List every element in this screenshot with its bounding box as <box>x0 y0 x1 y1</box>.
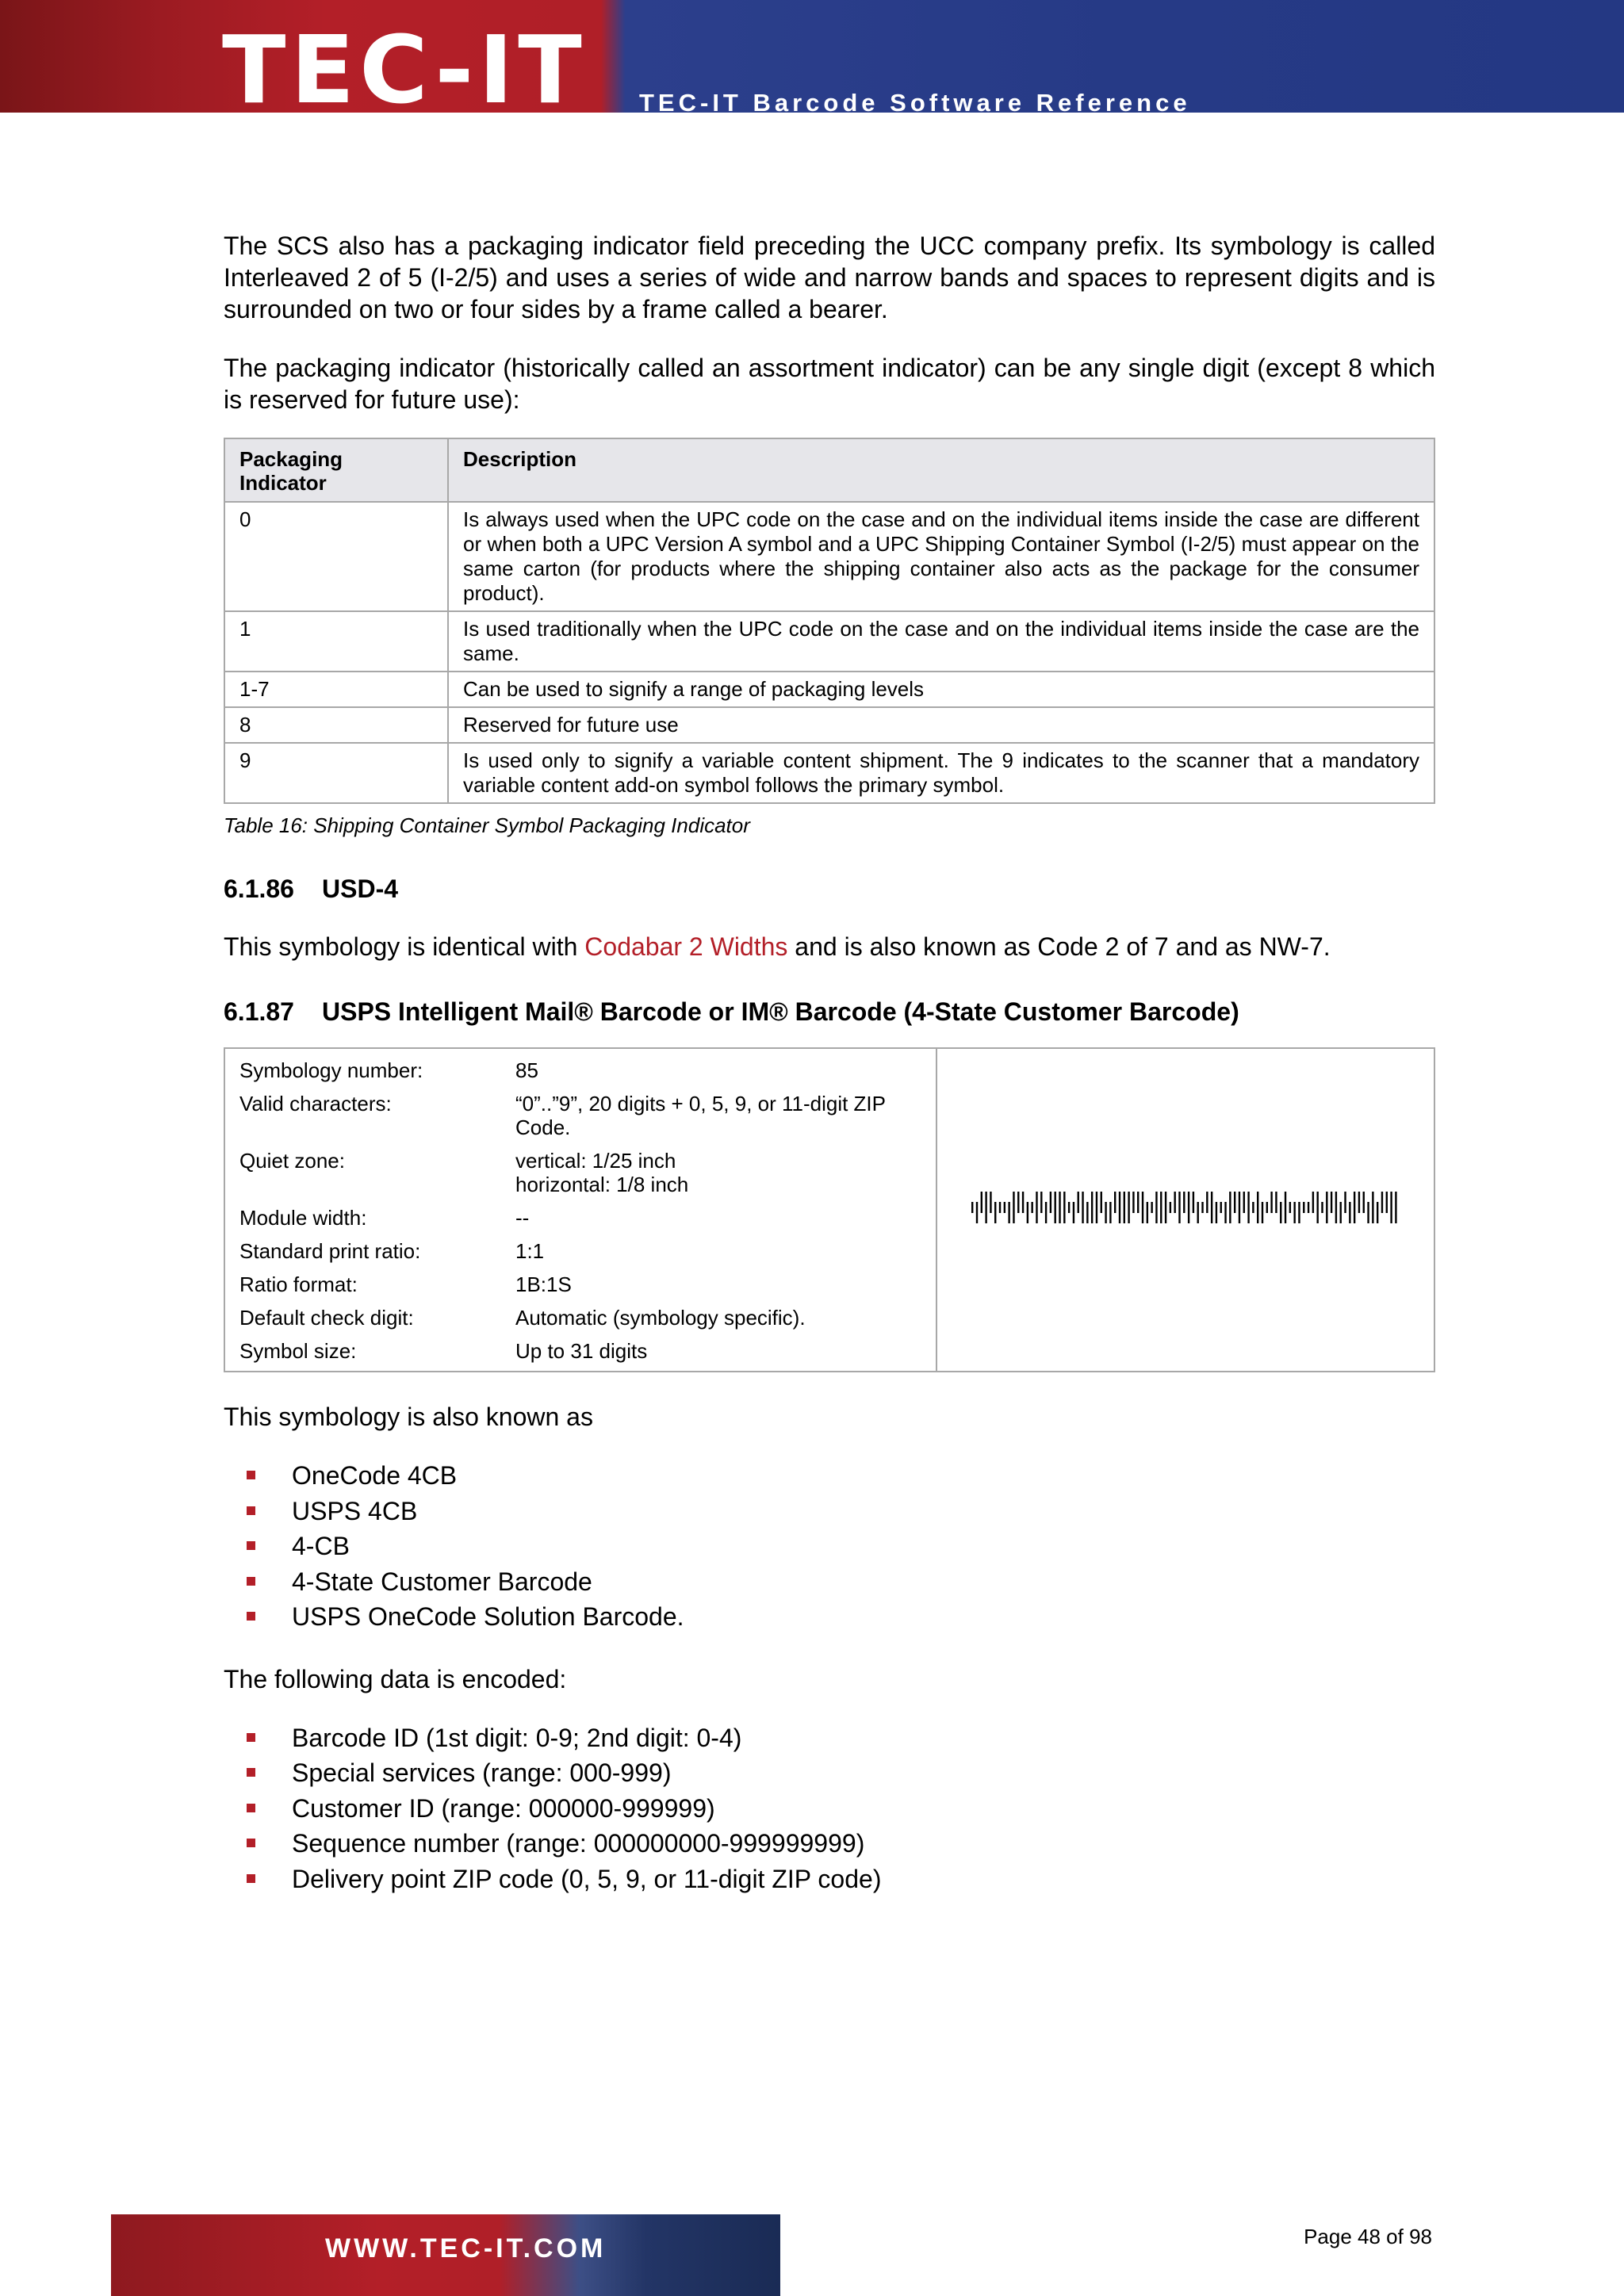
barcode-bar <box>1303 1202 1304 1213</box>
bullet-square-icon <box>247 1874 255 1883</box>
bullet-square-icon <box>247 1804 255 1812</box>
barcode-bar <box>1331 1192 1332 1213</box>
barcode-bar <box>1142 1192 1143 1223</box>
table-row <box>224 611 1434 672</box>
table-caption: Table 16: Shipping Container Symbol Packaging Indicator <box>224 813 750 837</box>
intro-paragraph-2: The packaging indicator (historically called an assortment indicator) can be any single digit (except 8 which is reserved for future use): <box>224 354 1435 414</box>
barcode-bar <box>1101 1192 1102 1213</box>
list-item: 4-CB <box>224 1529 1435 1564</box>
aka-list <box>224 1458 1435 1635</box>
tec-it-logo <box>222 32 587 111</box>
page-number: Page 48 of 98 <box>1304 2225 1432 2248</box>
barcode-bar <box>1289 1202 1291 1213</box>
table-row <box>224 502 1434 611</box>
description-cell: Is used only to signify a variable content shipment. The 9 indicates to the scanner that a mandatory variable content add-on symbol follows the primary symbol. <box>448 743 1434 803</box>
barcode-bar <box>1354 1192 1355 1223</box>
section-number: 6.1.86 <box>224 874 294 903</box>
barcode-bar <box>1386 1192 1388 1213</box>
section-heading-usd4 <box>224 874 1435 904</box>
barcode-bar <box>1270 1192 1272 1213</box>
barcode-bar <box>1017 1192 1019 1213</box>
barcode-bar <box>1298 1202 1300 1223</box>
barcode-bar <box>1050 1192 1051 1213</box>
barcode-bar <box>1078 1192 1079 1213</box>
barcode-bar <box>1280 1202 1281 1223</box>
barcode-bar <box>1086 1202 1088 1223</box>
barcode-bar <box>1151 1202 1152 1213</box>
barcode-bar <box>1174 1192 1175 1213</box>
barcode-bar <box>1201 1202 1203 1213</box>
description-cell: Reserved for future use <box>448 707 1434 743</box>
aka-intro: This symbology is also known as <box>224 1402 593 1431</box>
barcode-bar <box>1326 1192 1327 1223</box>
usps-spec-table <box>224 1047 1435 1372</box>
table-header-row <box>224 438 1434 502</box>
description-cell: Is used traditionally when the UPC code on the case and on the individual items inside the case are the same. <box>448 611 1434 672</box>
barcode-bar <box>1155 1192 1157 1223</box>
barcode-bar <box>1239 1192 1240 1223</box>
bullet-square-icon <box>247 1541 255 1550</box>
barcode-bar <box>1257 1192 1258 1223</box>
spec-key: Quiet zone: <box>239 1149 345 1173</box>
barcode-bar <box>1004 1202 1005 1213</box>
spec-key: Default check digit: <box>239 1306 414 1330</box>
barcode-bar <box>1252 1202 1254 1213</box>
bullet-square-icon <box>247 1471 255 1479</box>
barcode-bar <box>1367 1202 1369 1223</box>
barcode-bar <box>1128 1192 1129 1223</box>
header-title: TEC-IT Barcode Software Reference <box>639 89 1191 117</box>
list-item: Customer ID (range: 000000-999999) <box>224 1791 1435 1827</box>
barcode-bar <box>990 1192 991 1213</box>
barcode-bar <box>1247 1192 1249 1223</box>
list-item: Delivery point ZIP code (0, 5, 9, or 11-digit ZIP code) <box>224 1862 1435 1897</box>
bullet-square-icon <box>247 1768 255 1777</box>
barcode-bar <box>1220 1202 1222 1213</box>
spec-row <box>239 1272 921 1296</box>
spec-value: -- <box>515 1206 530 1230</box>
spec-key: Module width: <box>239 1206 367 1230</box>
barcode-bar <box>1160 1192 1162 1223</box>
section-heading-usps <box>224 997 1435 1027</box>
barcode-bar <box>981 1192 982 1213</box>
barcode-bar <box>1372 1192 1373 1223</box>
barcode-bar <box>1216 1202 1217 1223</box>
footer-banner <box>111 2214 780 2296</box>
barcode-bar <box>1188 1192 1189 1223</box>
barcode-bar <box>1105 1202 1106 1223</box>
list-item: Special services (range: 000-999) <box>224 1755 1435 1791</box>
header-packaging-indicator: Packaging Indicator <box>224 438 448 502</box>
description-cell: Is always used when the UPC code on the case and on the individual items inside the case are different or when both a UPC Version A symbol and a UPC Shipping Container Symbol (I-2/5) must appear on the same carton (for products where the shipping container also acts as the package for the consumer product). <box>448 502 1434 611</box>
section-title: USPS Intelligent Mail® Barcode or IM® Barcode (4-State Customer Barcode) <box>322 997 1239 1026</box>
spec-key: Standard print ratio: <box>239 1239 421 1263</box>
quiet-zone-horizontal: horizontal: 1/8 inch <box>515 1173 689 1196</box>
barcode-bar <box>1206 1192 1208 1213</box>
usps-imb-barcode-image <box>971 1190 1400 1225</box>
packaging-indicator-table <box>224 438 1435 804</box>
usd4-text-before: This symbology is identical with <box>224 932 585 961</box>
indicator-cell: 1-7 <box>224 672 448 707</box>
spec-row <box>239 1239 921 1263</box>
barcode-bar <box>1114 1192 1116 1213</box>
barcode-bar <box>1275 1192 1277 1213</box>
barcode-bar <box>1068 1202 1070 1213</box>
logo-text: TEC-IT <box>222 30 587 111</box>
footer-url[interactable]: WWW.TEC-IT.COM <box>325 2233 607 2263</box>
usd4-paragraph <box>224 931 1435 962</box>
list-item: 4-State Customer Barcode <box>224 1564 1435 1600</box>
barcode-bar <box>1224 1202 1226 1223</box>
spec-value: 85 <box>515 1058 538 1082</box>
encoded-list <box>224 1720 1435 1897</box>
barcode-bar <box>1211 1192 1212 1223</box>
spec-key: Valid characters: <box>239 1092 392 1115</box>
barcode-bar <box>1055 1192 1056 1223</box>
barcode-bar <box>1293 1202 1295 1223</box>
spec-row <box>239 1058 921 1082</box>
barcode-bar <box>1358 1192 1360 1213</box>
barcode-bar <box>985 1192 986 1223</box>
barcode-bar <box>1395 1192 1396 1223</box>
spec-value: Automatic (symbology specific). <box>515 1306 806 1330</box>
encoded-intro: The following data is encoded: <box>224 1664 567 1693</box>
barcode-bar <box>1312 1192 1314 1213</box>
barcode-bar <box>994 1202 996 1223</box>
barcode-bar <box>1381 1192 1383 1213</box>
indicator-cell: 0 <box>224 502 448 611</box>
barcode-bar <box>1013 1192 1014 1223</box>
barcode-bar <box>1165 1192 1166 1223</box>
spec-row <box>239 1306 921 1330</box>
codabar-link[interactable]: Codabar 2 Widths <box>584 932 788 961</box>
barcode-bar <box>1243 1192 1245 1213</box>
section-title: USD-4 <box>322 874 399 903</box>
barcode-bar <box>1119 1192 1120 1223</box>
bullet-square-icon <box>247 1839 255 1847</box>
barcode-bar <box>1308 1202 1309 1213</box>
barcode-bar <box>1063 1192 1065 1223</box>
barcode-bar <box>1183 1192 1185 1213</box>
barcode-bar <box>1082 1192 1083 1223</box>
spec-value: 1B:1S <box>515 1272 572 1296</box>
barcode-bar <box>1234 1192 1235 1213</box>
spec-key: Ratio format: <box>239 1272 358 1296</box>
barcode-bar <box>1040 1192 1042 1213</box>
spec-value: 1:1 <box>515 1239 545 1263</box>
list-item: Sequence number (range: 000000000-999999999) <box>224 1826 1435 1862</box>
barcode-bar <box>1027 1202 1028 1223</box>
barcode-bar <box>1096 1192 1097 1223</box>
barcode-bar <box>1008 1202 1009 1223</box>
quiet-zone-vertical: vertical: 1/25 inch <box>515 1149 676 1173</box>
indicator-cell: 1 <box>224 611 448 672</box>
spec-key: Symbol size: <box>239 1339 357 1363</box>
table-row <box>224 707 1434 743</box>
intro-paragraph-1: The SCS also has a packaging indicator field preceding the UCC company prefix. Its symbology is called Interleaved 2 of 5 (I-2/5) and uses a series of wide and narrow bands and spaces to represent digits and is surrounded on two or four sides by a frame called a bearer. <box>224 232 1435 323</box>
table-row <box>224 743 1434 803</box>
barcode-bar <box>1059 1192 1060 1223</box>
barcode-bar <box>1137 1192 1139 1213</box>
barcode-bar <box>1390 1192 1392 1223</box>
barcode-bar <box>1229 1192 1231 1223</box>
header-description: Description <box>448 438 1434 502</box>
barcode-bar <box>1109 1202 1111 1223</box>
spec-list <box>224 1048 936 1372</box>
barcode-bar <box>1335 1192 1337 1223</box>
indicator-cell: 9 <box>224 743 448 803</box>
list-item: Barcode ID (1st digit: 0-9; 2nd digit: 0-4) <box>224 1720 1435 1756</box>
barcode-bar <box>1045 1202 1047 1223</box>
bullet-square-icon <box>247 1612 255 1621</box>
bullet-square-icon <box>247 1506 255 1515</box>
list-item: USPS 4CB <box>224 1494 1435 1529</box>
barcode-bar <box>1022 1192 1024 1213</box>
barcode-bar <box>971 1202 973 1213</box>
barcode-bar <box>1344 1192 1346 1213</box>
barcode-bar <box>1147 1202 1148 1223</box>
page-content <box>224 230 1435 1896</box>
barcode-bar <box>1316 1192 1318 1223</box>
spec-key: Symbology number: <box>239 1058 423 1082</box>
barcode-bar <box>1321 1202 1323 1213</box>
spec-row <box>239 1149 921 1196</box>
description-cell: Can be used to signify a range of packaging levels <box>448 672 1434 707</box>
bullet-square-icon <box>247 1733 255 1742</box>
bullet-square-icon <box>247 1577 255 1586</box>
list-item: USPS OneCode Solution Barcode. <box>224 1599 1435 1635</box>
barcode-sample-cell <box>936 1048 1434 1372</box>
barcode-bar <box>999 1202 1001 1213</box>
list-item: OneCode 4CB <box>224 1458 1435 1494</box>
barcode-bar <box>1197 1202 1199 1223</box>
barcode-bar <box>1363 1192 1365 1213</box>
barcode-bar <box>1091 1192 1093 1223</box>
spec-value: Up to 31 digits <box>515 1339 648 1363</box>
spec-row <box>239 1092 921 1139</box>
barcode-bar <box>1031 1202 1032 1213</box>
barcode-bar <box>1262 1202 1263 1223</box>
barcode-bar <box>1285 1192 1286 1223</box>
barcode-bar <box>1193 1192 1194 1213</box>
barcode-bar <box>1124 1192 1125 1223</box>
barcode-bar <box>1073 1202 1074 1223</box>
barcode-bar <box>1178 1192 1180 1223</box>
barcode-bar <box>1132 1192 1134 1213</box>
spec-value: “0”..”9”, 20 digits + 0, 5, 9, or 11-digit ZIP Code. <box>515 1092 886 1139</box>
barcode-bar <box>976 1202 978 1223</box>
spec-value <box>515 1149 921 1196</box>
barcode-bar <box>1036 1192 1037 1223</box>
spec-row <box>239 1206 921 1230</box>
spec-row <box>239 1339 921 1363</box>
header-banner <box>0 0 1624 117</box>
table-row <box>224 672 1434 707</box>
barcode-bar <box>1170 1202 1171 1213</box>
section-number: 6.1.87 <box>224 997 294 1026</box>
indicator-cell: 8 <box>224 707 448 743</box>
barcode-bar <box>1340 1202 1342 1223</box>
barcode-bar <box>1377 1202 1378 1223</box>
usd4-text-after: and is also known as Code 2 of 7 and as NW-7. <box>787 932 1331 961</box>
barcode-bar <box>1266 1202 1268 1213</box>
barcode-bar <box>1349 1202 1350 1223</box>
